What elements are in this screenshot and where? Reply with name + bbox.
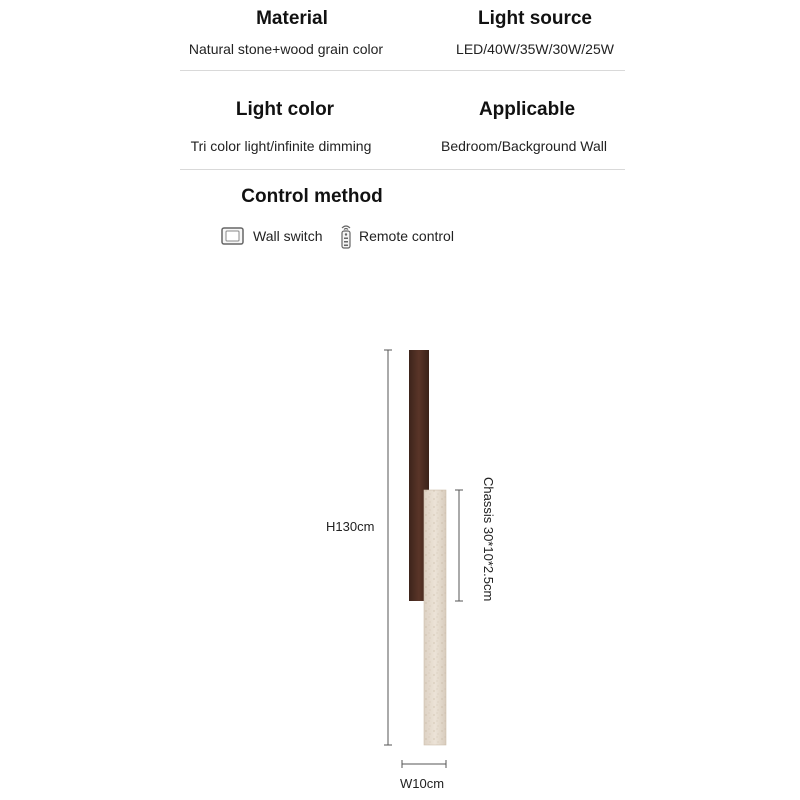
wall-switch-icon xyxy=(221,227,244,245)
wall-switch-option xyxy=(221,225,323,247)
light-source-value: LED/40W/35W/30W/25W xyxy=(456,41,614,57)
light-color-title: Light color xyxy=(235,99,335,120)
light-color-value: Tri color light/infinite dimming xyxy=(190,138,372,154)
wood-bar xyxy=(409,350,429,601)
applicable-value: Bedroom/Background Wall xyxy=(440,138,608,154)
material-title: Material xyxy=(256,8,328,29)
light-source-title: Light source xyxy=(477,8,593,29)
width-label: W10cm xyxy=(400,776,445,791)
remote-control-option xyxy=(339,225,454,247)
wall-switch-label: Wall switch xyxy=(253,228,323,244)
control-method-title: Control method xyxy=(241,186,383,207)
remote-control-icon xyxy=(339,223,353,249)
divider-top xyxy=(180,70,625,71)
remote-control-label: Remote control xyxy=(359,228,454,244)
material-value: Natural stone+wood grain color xyxy=(188,41,384,57)
applicable-title: Applicable xyxy=(478,99,576,120)
chassis-label: Chassis 30*10*2.5cm xyxy=(481,477,496,602)
divider-middle xyxy=(180,169,625,170)
stone-bar xyxy=(424,490,446,745)
height-label: H130cm xyxy=(326,519,375,534)
